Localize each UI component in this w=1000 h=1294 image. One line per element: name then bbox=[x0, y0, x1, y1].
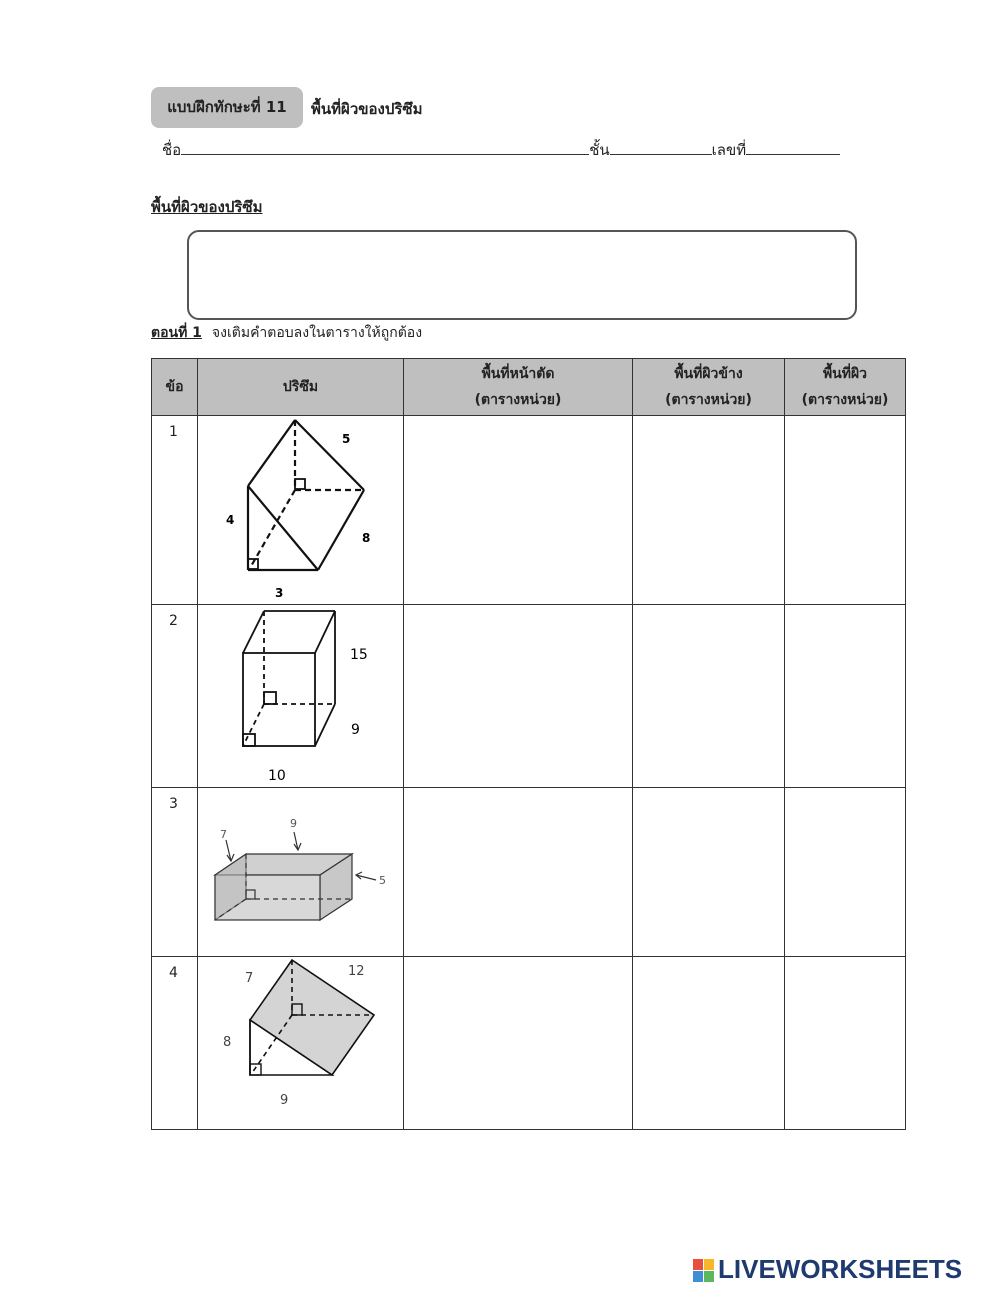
header-item: ข้อ bbox=[152, 359, 198, 416]
base-area-input[interactable] bbox=[404, 788, 636, 954]
dim-label: 10 bbox=[268, 768, 286, 783]
dim-label: 15 bbox=[350, 647, 368, 663]
surface-area-input[interactable] bbox=[785, 416, 909, 602]
dim-label: 7 bbox=[220, 828, 227, 841]
page-title: พื้นที่ผิวของปริซึม bbox=[311, 100, 423, 118]
base-area-input[interactable] bbox=[404, 957, 636, 1127]
dim-label: 9 bbox=[280, 1093, 289, 1108]
number-label: เลขที่ bbox=[711, 141, 747, 159]
name-row bbox=[162, 138, 840, 162]
lateral-area-cell bbox=[633, 416, 785, 605]
surface-area-input[interactable] bbox=[785, 605, 909, 785]
class-label: ชั้น bbox=[589, 141, 610, 159]
name-label: ชื่อ bbox=[162, 141, 182, 159]
class-field[interactable] bbox=[610, 138, 712, 155]
prism-figure-cell bbox=[198, 416, 404, 605]
liveworksheets-logo: LIVEWORKSHEETS bbox=[718, 1254, 963, 1284]
base-area-cell bbox=[404, 605, 633, 788]
lateral-area-input[interactable] bbox=[633, 957, 788, 1127]
name-field[interactable] bbox=[181, 138, 589, 155]
table-row bbox=[152, 788, 906, 957]
shaded-rectangular-prism-figure bbox=[198, 788, 403, 952]
header-base-area: พื้นที่หน้าตัด (ตารางหน่วย) bbox=[404, 359, 633, 416]
part1-text: จงเติมคำตอบลงในตารางให้ถูกต้อง bbox=[211, 325, 423, 341]
dim-label: 4 bbox=[226, 513, 235, 527]
lateral-area-cell bbox=[633, 788, 785, 957]
lateral-area-input[interactable] bbox=[633, 416, 788, 602]
dim-label: 9 bbox=[351, 722, 360, 738]
lateral-area-input[interactable] bbox=[633, 605, 788, 785]
surface-area-cell bbox=[785, 957, 906, 1130]
rectangular-prism-figure bbox=[198, 605, 403, 783]
table-row bbox=[152, 605, 906, 788]
header-surface-area: พื้นที่ผิว (ตารางหน่วย) bbox=[785, 359, 906, 416]
base-area-input[interactable] bbox=[404, 605, 636, 785]
definition-box bbox=[187, 230, 857, 320]
dim-label: 9 bbox=[290, 817, 297, 830]
dim-label: 3 bbox=[275, 586, 284, 600]
liveworksheets-logo-icon bbox=[693, 1259, 715, 1283]
table-row bbox=[152, 957, 906, 1130]
header-lateral-area: พื้นที่ผิวข้าง (ตารางหน่วย) bbox=[633, 359, 785, 416]
part1-label: ตอนที่ 1 bbox=[151, 325, 202, 341]
surface-area-input[interactable] bbox=[785, 957, 909, 1127]
exercise-badge: แบบฝึกทักษะที่ 11 bbox=[151, 87, 303, 128]
prism-figure-cell bbox=[198, 605, 404, 788]
dim-label: 8 bbox=[223, 1035, 232, 1050]
row-number: 1 bbox=[152, 416, 198, 605]
shaded-triangular-prism-figure bbox=[198, 957, 403, 1125]
prism-figure-cell bbox=[198, 788, 404, 957]
dim-label: 12 bbox=[348, 964, 365, 979]
lateral-area-input[interactable] bbox=[633, 788, 788, 954]
dim-label: 5 bbox=[342, 432, 351, 446]
surface-area-cell bbox=[785, 788, 906, 957]
prism-figure-cell bbox=[198, 957, 404, 1130]
lateral-area-cell bbox=[633, 957, 785, 1130]
table-row bbox=[152, 416, 906, 605]
dim-label: 5 bbox=[379, 874, 386, 887]
base-area-cell bbox=[404, 957, 633, 1130]
triangular-prism-figure bbox=[198, 416, 403, 600]
surface-area-input[interactable] bbox=[785, 788, 909, 954]
dim-label: 7 bbox=[245, 971, 254, 986]
base-area-input[interactable] bbox=[404, 416, 636, 602]
definition-input[interactable] bbox=[189, 232, 859, 320]
lateral-area-cell bbox=[633, 605, 785, 788]
header-prism: ปริซึม bbox=[198, 359, 404, 416]
row-number: 2 bbox=[152, 605, 198, 788]
table-header-row bbox=[152, 359, 906, 416]
section-title: พื้นที่ผิวของปริซึม bbox=[151, 198, 263, 216]
part1-instruction bbox=[151, 322, 422, 344]
answer-table bbox=[151, 358, 906, 1130]
dim-label: 8 bbox=[362, 531, 371, 545]
base-area-cell bbox=[404, 416, 633, 605]
row-number: 3 bbox=[152, 788, 198, 957]
number-field[interactable] bbox=[746, 138, 840, 155]
surface-area-cell bbox=[785, 416, 906, 605]
base-area-cell bbox=[404, 788, 633, 957]
row-number: 4 bbox=[152, 957, 198, 1130]
surface-area-cell bbox=[785, 605, 906, 788]
